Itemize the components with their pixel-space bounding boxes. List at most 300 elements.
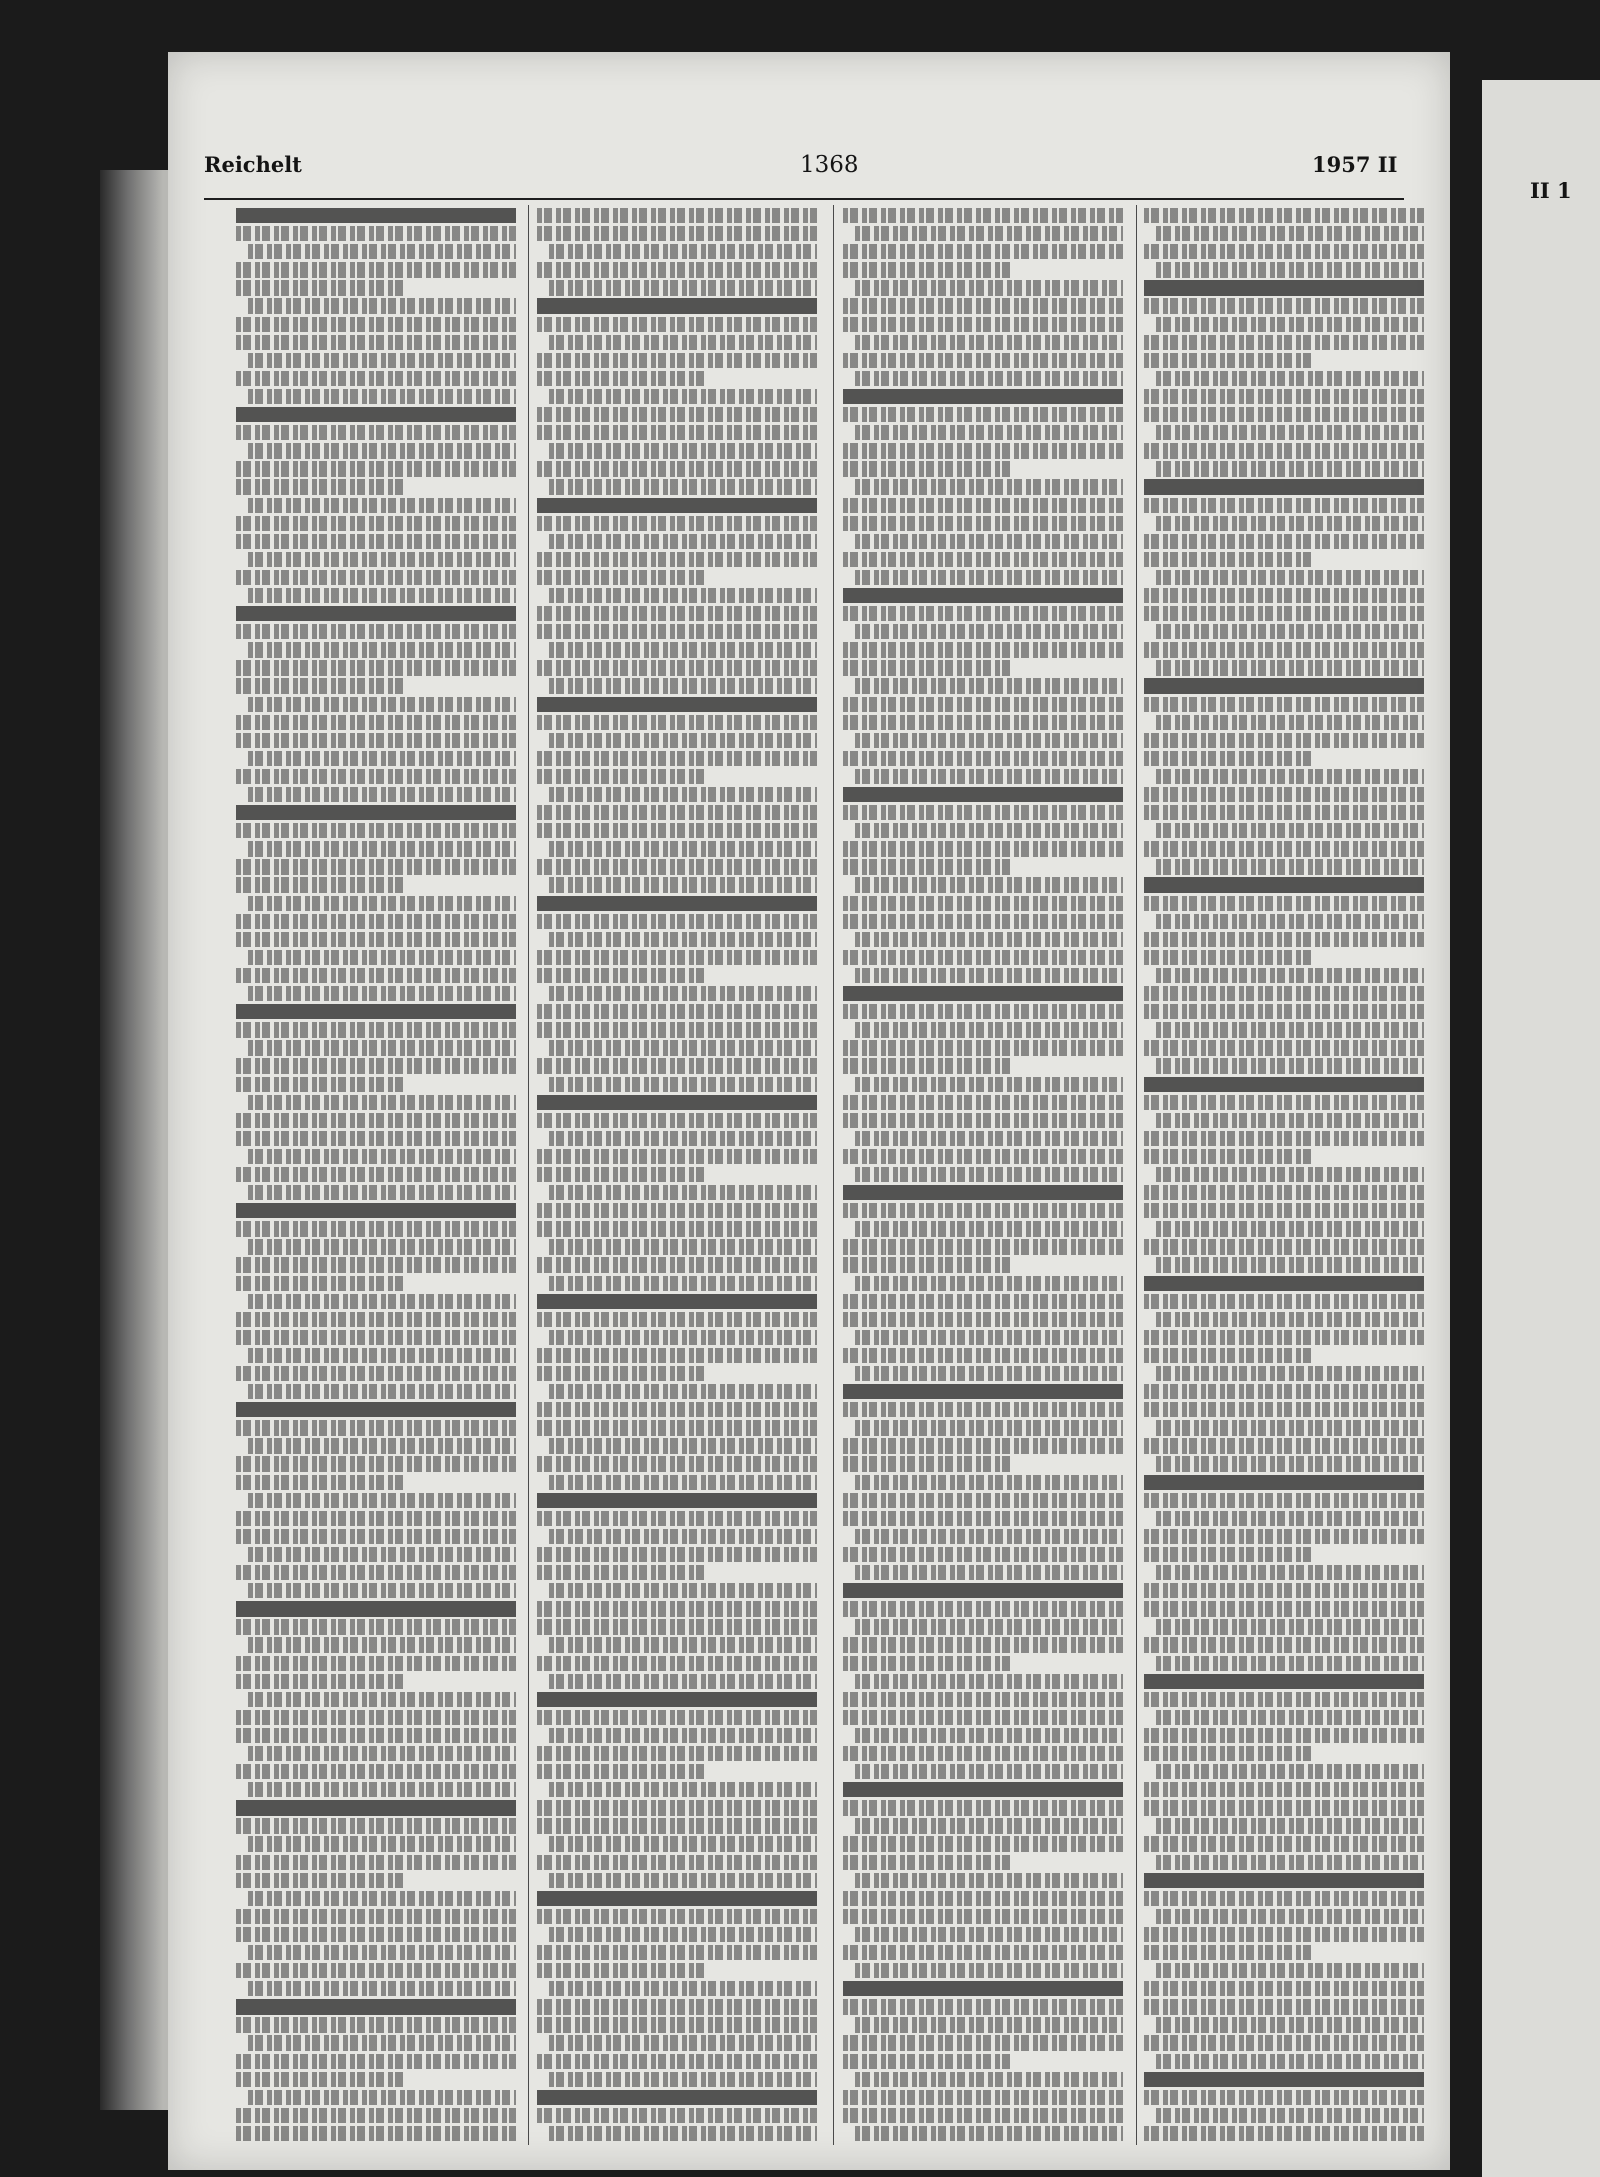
directory-entry-line: [1144, 896, 1424, 911]
directory-entry-line: [248, 950, 516, 965]
directory-entry-line: [248, 552, 516, 567]
directory-entry-line: [549, 1674, 817, 1689]
directory-entry-line: [236, 733, 516, 748]
directory-entry-line: [549, 1040, 817, 1055]
directory-entry-line: [843, 1746, 1123, 1761]
directory-entry-line: [855, 371, 1123, 386]
directory-entry-line: [537, 226, 817, 241]
directory-entry-line: [248, 1185, 516, 1200]
directory-entry-line: [855, 1674, 1123, 1689]
directory-entry-line: [1156, 859, 1424, 874]
directory-entry-line: [843, 805, 1123, 820]
directory-entry-line: [843, 208, 1123, 223]
directory-entry-line: [248, 1637, 516, 1652]
directory-entry-line: [236, 1873, 404, 1888]
directory-entry-line: [236, 1818, 516, 1833]
directory-entry-line: [843, 1656, 1011, 1671]
column-2: [537, 208, 817, 2158]
directory-entry-line: [855, 1420, 1123, 1435]
directory-entry-line: [549, 2126, 817, 2141]
column-3: [843, 208, 1123, 2158]
directory-entry-line: [1156, 2054, 1424, 2069]
column-divider: [1136, 205, 1137, 2145]
directory-entry-line: [236, 1330, 516, 1345]
directory-entry-line: [248, 896, 516, 911]
directory-entry-line: [236, 914, 516, 929]
directory-entry-line: [248, 2090, 516, 2105]
directory-entry-line: [843, 498, 1123, 513]
directory-entry-line: [1144, 2126, 1424, 2141]
directory-entry-line: [1144, 787, 1424, 802]
directory-entry-line: [1156, 769, 1424, 784]
directory-entry-line: [549, 1836, 817, 1851]
directory-entry-line: [236, 1601, 516, 1616]
directory-entry-line: [843, 1800, 1123, 1815]
directory-entry-line: [1156, 1221, 1424, 1236]
directory-entry-line: [1156, 660, 1424, 675]
directory-entry-line: [549, 986, 817, 1001]
directory-entry-line: [843, 588, 1123, 603]
directory-entry-line: [549, 1728, 817, 1743]
directory-entry-line: [1144, 932, 1424, 947]
facing-page: [1482, 80, 1600, 2177]
directory-entry-line: [1144, 1004, 1424, 1019]
directory-entry-line: [843, 2035, 1123, 2050]
directory-entry-line: [248, 2035, 516, 2050]
directory-entry-line: [236, 1999, 516, 2014]
directory-entry-line: [549, 733, 817, 748]
directory-entry-line: [1156, 914, 1424, 929]
directory-entry-line: [236, 1312, 516, 1327]
directory-entry-line: [855, 1927, 1123, 1942]
directory-entry-line: [1144, 1185, 1424, 1200]
directory-entry-line: [537, 1999, 817, 2014]
directory-entry-line: [549, 1529, 817, 1544]
directory-entry-line: [248, 642, 516, 657]
directory-entry-line: [537, 498, 817, 513]
directory-entry-line: [855, 769, 1123, 784]
column-4: [1144, 208, 1424, 2158]
directory-entry-line: [236, 226, 516, 241]
directory-entry-line: [537, 317, 817, 332]
directory-entry-line: [1144, 1800, 1424, 1815]
directory-entry-line: [843, 1149, 1123, 1164]
directory-entry-line: [843, 751, 1123, 766]
directory-entry-line: [549, 1927, 817, 1942]
directory-entry-line: [1144, 1493, 1424, 1508]
directory-entry-line: [236, 1077, 404, 1092]
directory-entry-line: [1144, 1728, 1424, 1743]
directory-entry-line: [537, 1818, 817, 1833]
directory-entry-line: [843, 353, 1123, 368]
directory-entry-line: [1144, 986, 1424, 1001]
directory-entry-line: [1144, 642, 1424, 657]
directory-entry-line: [855, 1963, 1123, 1978]
directory-entry-line: [236, 968, 516, 983]
directory-entry-line: [537, 262, 817, 277]
directory-entry-line: [855, 877, 1123, 892]
directory-entry-line: [843, 516, 1123, 531]
directory-entry-line: [236, 1764, 516, 1779]
directory-entry-line: [537, 1203, 817, 1218]
directory-entry-line: [1144, 1203, 1424, 1218]
directory-entry-line: [1156, 1366, 1424, 1381]
directory-entry-line: [843, 914, 1123, 929]
directory-entry-line: [549, 389, 817, 404]
directory-entry-line: [1144, 1131, 1424, 1146]
directory-entry-line: [537, 1547, 817, 1562]
directory-entry-line: [248, 1583, 516, 1598]
directory-entry-line: [537, 1710, 817, 1725]
directory-entry-line: [843, 1456, 1011, 1471]
directory-entry-line: [1156, 1909, 1424, 1924]
directory-entry-line: [1144, 2035, 1424, 2050]
directory-entry-line: [236, 2126, 516, 2141]
directory-entry-line: [1144, 479, 1424, 494]
directory-entry-line: [843, 896, 1123, 911]
directory-entry-line: [236, 570, 516, 585]
directory-entry-line: [1156, 1420, 1424, 1435]
directory-entry-line: [236, 1619, 516, 1634]
directory-entry-line: [1144, 208, 1424, 223]
directory-entry-line: [855, 624, 1123, 639]
directory-entry-line: [537, 1963, 705, 1978]
directory-entry-line: [1156, 2108, 1424, 2123]
directory-entry-line: [236, 1022, 516, 1037]
directory-entry-line: [537, 751, 817, 766]
directory-entry-line: [1156, 1710, 1424, 1725]
directory-entry-line: [855, 479, 1123, 494]
directory-entry-line: [537, 914, 817, 929]
directory-entry-line: [248, 751, 516, 766]
directory-entry-line: [1144, 1637, 1424, 1652]
directory-entry-line: [855, 1873, 1123, 1888]
directory-entry-line: [1144, 697, 1424, 712]
directory-entry-line: [537, 1221, 817, 1236]
directory-entry-line: [248, 986, 516, 1001]
directory-entry-line: [1156, 2017, 1424, 2032]
directory-entry-line: [236, 1927, 516, 1942]
directory-entry-line: [236, 1257, 516, 1272]
directory-entry-line: [843, 1402, 1123, 1417]
directory-entry-line: [1144, 1981, 1424, 1996]
directory-entry-line: [537, 371, 705, 386]
directory-entry-line: [1144, 335, 1424, 350]
directory-entry-line: [1144, 1547, 1312, 1562]
directory-entry-line: [236, 877, 404, 892]
directory-entry-line: [1144, 950, 1312, 965]
directory-entry-line: [843, 1185, 1123, 1200]
directory-entry-line: [843, 950, 1123, 965]
directory-entry-line: [855, 1764, 1123, 1779]
directory-entry-line: [236, 1203, 516, 1218]
directory-entry-line: [537, 859, 817, 874]
directory-entry-line: [1156, 516, 1424, 531]
directory-entry-line: [855, 2072, 1123, 2087]
directory-entry-line: [855, 1022, 1123, 1037]
directory-entry-line: [1156, 262, 1424, 277]
directory-entry-line: [855, 1619, 1123, 1634]
directory-entry-line: [843, 2090, 1123, 2105]
directory-entry-line: [537, 660, 817, 675]
facing-page-header: II 1: [1530, 178, 1572, 203]
directory-entry-line: [843, 317, 1123, 332]
directory-entry-line: [843, 1855, 1011, 1870]
directory-entry-line: [537, 1420, 817, 1435]
directory-entry-line: [843, 787, 1123, 802]
directory-entry-line: [248, 1348, 516, 1363]
directory-entry-line: [1144, 1276, 1424, 1291]
directory-entry-line: [248, 1040, 516, 1055]
directory-entry-line: [549, 787, 817, 802]
directory-entry-line: [236, 317, 516, 332]
directory-entry-line: [843, 1999, 1123, 2014]
directory-entry-line: [248, 697, 516, 712]
directory-entry-line: [843, 697, 1123, 712]
directory-entry-line: [549, 1873, 817, 1888]
directory-entry-line: [549, 280, 817, 295]
directory-entry-line: [1156, 461, 1424, 476]
directory-entry-line: [843, 606, 1123, 621]
directory-entry-line: [1156, 1764, 1424, 1779]
directory-entry-line: [537, 1348, 817, 1363]
directory-entry-line: [236, 461, 516, 476]
directory-entry-line: [537, 1692, 817, 1707]
directory-entry-line: [248, 588, 516, 603]
directory-entry-line: [855, 1818, 1123, 1833]
directory-entry-line: [248, 1746, 516, 1761]
directory-entry-line: [537, 353, 817, 368]
column-1: [236, 208, 516, 2158]
directory-entry-line: [537, 2090, 817, 2105]
directory-entry-line: [855, 1529, 1123, 1544]
directory-entry-line: [1156, 715, 1424, 730]
directory-entry-line: [236, 479, 404, 494]
directory-entry-line: [1144, 1040, 1424, 1055]
directory-entry-line: [843, 660, 1011, 675]
directory-entry-line: [843, 1981, 1123, 1996]
directory-entry-line: [537, 1619, 817, 1634]
directory-entry-line: [855, 570, 1123, 585]
directory-entry-line: [248, 1945, 516, 1960]
directory-entry-line: [248, 1384, 516, 1399]
directory-entry-line: [549, 1438, 817, 1453]
directory-entry-line: [843, 1945, 1123, 1960]
directory-entry-line: [1156, 1167, 1424, 1182]
directory-entry-line: [537, 1746, 817, 1761]
directory-entry-line: [855, 1221, 1123, 1236]
directory-entry-line: [236, 823, 516, 838]
directory-entry-line: [537, 823, 817, 838]
directory-entry-line: [1156, 823, 1424, 838]
directory-entry-line: [537, 1402, 817, 1417]
directory-entry-line: [1156, 317, 1424, 332]
directory-entry-line: [248, 841, 516, 856]
directory-entry-line: [537, 1058, 817, 1073]
directory-entry-line: [549, 443, 817, 458]
directory-entry-line: [1144, 877, 1424, 892]
directory-entry-line: [248, 1493, 516, 1508]
directory-entry-line: [549, 2072, 817, 2087]
directory-entry-line: [549, 335, 817, 350]
directory-entry-line: [537, 1945, 817, 1960]
directory-entry-line: [549, 588, 817, 603]
directory-entry-line: [549, 1131, 817, 1146]
directory-entry-line: [236, 805, 516, 820]
directory-entry-line: [549, 1475, 817, 1490]
directory-entry-line: [537, 1257, 817, 1272]
directory-entry-line: [236, 1004, 516, 1019]
directory-entry-line: [855, 1131, 1123, 1146]
directory-entry-line: [843, 1583, 1123, 1598]
directory-entry-line: [1144, 841, 1424, 856]
directory-entry-line: [236, 1131, 516, 1146]
directory-entry-line: [1144, 1583, 1424, 1598]
directory-entry-line: [537, 552, 817, 567]
directory-entry-line: [1144, 353, 1312, 368]
directory-entry-line: [1156, 425, 1424, 440]
directory-entry-line: [843, 298, 1123, 313]
directory-entry-line: [1156, 1511, 1424, 1526]
directory-entry-line: [843, 244, 1123, 259]
directory-entry-line: [549, 2035, 817, 2050]
directory-entry-line: [1144, 606, 1424, 621]
directory-entry-line: [236, 371, 516, 386]
directory-entry-line: [1144, 1674, 1424, 1689]
directory-entry-line: [843, 1312, 1123, 1327]
directory-entry-line: [236, 1565, 516, 1580]
directory-entry-line: [537, 1022, 817, 1037]
directory-entry-line: [1144, 1294, 1424, 1309]
directory-entry-line: [1144, 1873, 1424, 1888]
directory-entry-line: [549, 877, 817, 892]
directory-entry-line: [855, 2017, 1123, 2032]
directory-entry-line: [236, 1058, 516, 1073]
directory-entry-line: [1144, 1384, 1424, 1399]
directory-entry-line: [537, 1800, 817, 1815]
directory-entry-line: [843, 1438, 1123, 1453]
directory-entry-line: [1144, 1891, 1424, 1906]
directory-entry-line: [1156, 1257, 1424, 1272]
page-number: 1368: [800, 152, 859, 178]
book-binding: [100, 170, 170, 2110]
directory-entry-line: [843, 1239, 1123, 1254]
directory-entry-line: [236, 769, 516, 784]
directory-entry-line: [843, 841, 1123, 856]
directory-entry-line: [855, 968, 1123, 983]
directory-entry-line: [537, 2108, 817, 2123]
directory-entry-line: [843, 1601, 1123, 1616]
directory-entry-line: [1156, 1963, 1424, 1978]
directory-entry-line: [1156, 1818, 1424, 1833]
directory-entry-line: [1144, 1601, 1424, 1616]
directory-entry-line: [855, 932, 1123, 947]
directory-entry-line: [843, 1095, 1123, 1110]
directory-entry-line: [1144, 2090, 1424, 2105]
directory-entry-line: [1144, 407, 1424, 422]
directory-entry-line: [1144, 552, 1312, 567]
directory-entry-line: [1144, 1239, 1424, 1254]
directory-entry-line: [236, 1855, 516, 1870]
directory-entry-line: [549, 1185, 817, 1200]
directory-entry-line: [537, 1004, 817, 1019]
directory-entry-line: [549, 1077, 817, 1092]
directory-entry-line: [537, 570, 705, 585]
directory-entry-line: [549, 1782, 817, 1797]
directory-entry-line: [843, 1058, 1011, 1073]
directory-entry-line: [236, 1113, 516, 1128]
directory-entry-line: [248, 1836, 516, 1851]
directory-entry-line: [1156, 1113, 1424, 1128]
directory-entry-line: [549, 1276, 817, 1291]
directory-entry-line: [855, 678, 1123, 693]
directory-entry-line: [236, 1529, 516, 1544]
directory-entry-line: [1144, 1475, 1424, 1490]
directory-entry-line: [537, 1294, 817, 1309]
directory-entry-line: [537, 407, 817, 422]
directory-entry-line: [248, 389, 516, 404]
directory-entry-line: [1156, 1656, 1424, 1671]
directory-entry-line: [248, 1294, 516, 1309]
directory-entry-line: [1144, 389, 1424, 404]
directory-entry-line: [549, 932, 817, 947]
directory-entry-line: [1144, 1330, 1424, 1345]
directory-entry-line: [855, 733, 1123, 748]
directory-entry-line: [549, 244, 817, 259]
directory-entry-line: [248, 1891, 516, 1906]
directory-entry-line: [248, 1438, 516, 1453]
directory-entry-line: [537, 1855, 817, 1870]
directory-entry-line: [537, 1366, 705, 1381]
directory-entry-line: [1144, 1095, 1424, 1110]
directory-entry-line: [236, 1456, 516, 1471]
directory-entry-line: [855, 1077, 1123, 1092]
directory-entry-line: [236, 678, 404, 693]
directory-entry-line: [855, 335, 1123, 350]
directory-entry-line: [843, 1909, 1123, 1924]
directory-entry-line: [843, 1891, 1123, 1906]
column-divider: [528, 205, 529, 2145]
directory-entry-line: [1156, 1619, 1424, 1634]
directory-entry-line: [537, 896, 817, 911]
directory-entry-line: [537, 1312, 817, 1327]
directory-entry-line: [549, 1637, 817, 1652]
directory-entry-line: [236, 715, 516, 730]
directory-entry-line: [236, 1221, 516, 1236]
directory-entry-line: [843, 443, 1123, 458]
header-year: 1957 II: [1312, 152, 1398, 177]
directory-entry-line: [236, 335, 516, 350]
directory-entry-line: [537, 1511, 817, 1526]
directory-entry-line: [236, 1276, 404, 1291]
directory-entry-line: [537, 1656, 817, 1671]
directory-entry-line: [236, 660, 516, 675]
directory-entry-line: [1156, 226, 1424, 241]
directory-entry-line: [1156, 968, 1424, 983]
directory-entry-line: [236, 624, 516, 639]
directory-entry-line: [1156, 570, 1424, 585]
directory-entry-line: [843, 389, 1123, 404]
directory-entry-line: [843, 1257, 1011, 1272]
directory-entry-line: [537, 1764, 705, 1779]
directory-entry-line: [1144, 280, 1424, 295]
directory-entry-line: [248, 1981, 516, 1996]
directory-entry-line: [236, 859, 516, 874]
directory-entry-line: [248, 1692, 516, 1707]
directory-entry-line: [1144, 678, 1424, 693]
directory-entry-line: [537, 769, 705, 784]
directory-entry-line: [1144, 2072, 1424, 2087]
